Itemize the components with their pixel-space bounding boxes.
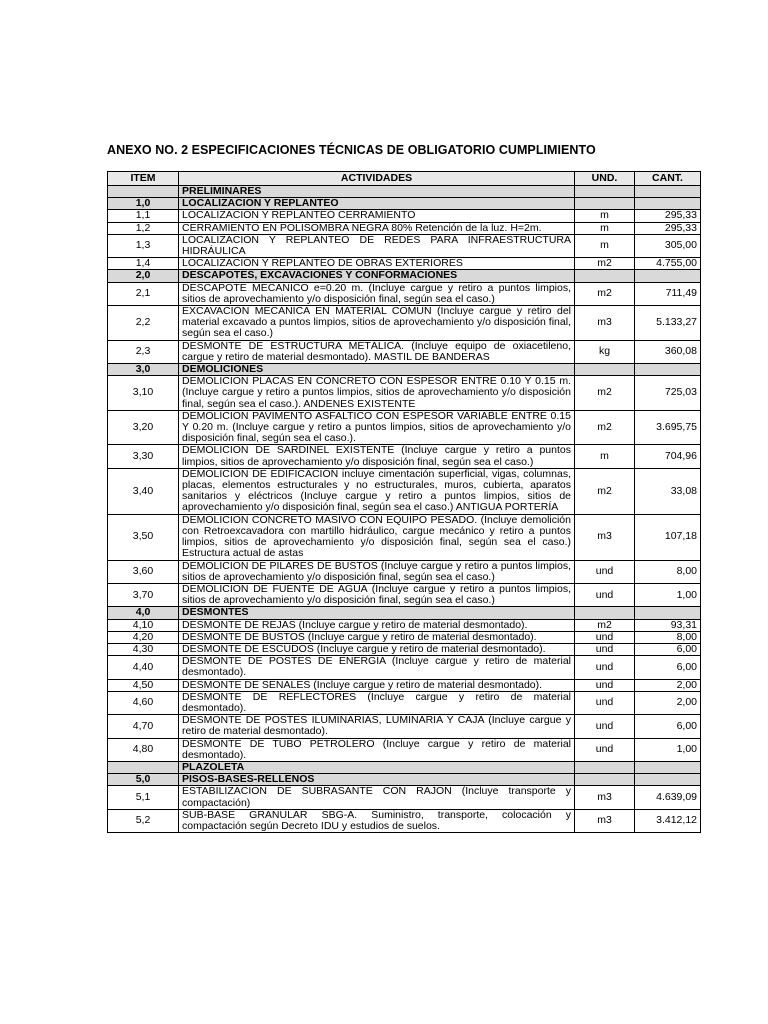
table-row xyxy=(108,234,701,257)
table-row xyxy=(108,514,701,560)
quantity-cell: 4.639,09 xyxy=(635,786,701,809)
description-cell: DEMOLICION DE SARDINEL EXISTENTE (Incluye cargue y retiro a puntos limpios, sitios de aprovechamiento y/o disposición final, según sea el caso.) xyxy=(179,445,575,468)
description-cell: DEMOLICION CONCRETO MASIVO CON EQUIPO PESADO. (Incluye demolición con Retroexcavadora con martillo hidráulico, cargue mecánico y retiro a puntos limpios, sitios de aprovechamiento y/o disposición final, según sea el caso.) Estructura actual de astas xyxy=(179,514,575,560)
table-row xyxy=(108,679,701,691)
item-cell: 3,50 xyxy=(108,514,179,560)
document-title: ANEXO NO. 2 ESPECIFICACIONES TÉCNICAS DE OBLIGATORIO CUMPLIMIENTO xyxy=(107,143,596,157)
item-cell: 3,60 xyxy=(108,560,179,583)
header-item: ITEM xyxy=(108,172,179,186)
table-header-row xyxy=(108,172,701,186)
quantity-cell: 4.755,00 xyxy=(635,258,701,270)
description-cell: CERRAMIENTO EN POLISOMBRA NEGRA 80% Retención de la luz. H=2m. xyxy=(179,222,575,234)
quantity-cell: 3.695,75 xyxy=(635,410,701,445)
unit-cell: m3 xyxy=(575,306,635,341)
description-cell: DEMOLICION PLACAS EN CONCRETO CON ESPESOR ENTRE 0.10 Y 0.15 m. (Incluye cargue y retiro a puntos limpios, sitios de aprovechamiento y/o disposición final, según sea el caso.). ANDENES EXISTENTE xyxy=(179,376,575,411)
quantity-cell: 5.133,27 xyxy=(635,306,701,341)
unit-cell: und xyxy=(575,679,635,691)
description-cell: DESCAPOTES, EXCAVACIONES Y CONFORMACIONES xyxy=(179,270,575,282)
section-row xyxy=(108,761,701,773)
item-cell: 1,3 xyxy=(108,234,179,257)
unit-cell: m2 xyxy=(575,468,635,514)
table-row xyxy=(108,468,701,514)
item-cell: 4,70 xyxy=(108,715,179,738)
unit-cell: m3 xyxy=(575,514,635,560)
quantity-cell xyxy=(635,270,701,282)
item-cell: 3,70 xyxy=(108,583,179,606)
description-cell: DEMOLICION PAVIMENTO ASFALTICO CON ESPESOR VARIABLE ENTRE 0.15 Y 0.20 m. (Incluye cargue y retiro a puntos limpios, sitios de aprovechamiento y/o disposición final, según sea el caso.). xyxy=(179,410,575,445)
table-row xyxy=(108,631,701,643)
quantity-cell: 107,18 xyxy=(635,514,701,560)
description-cell: DESMONTE DE ESCUDOS (Incluye cargue y retiro de material desmontado). xyxy=(179,643,575,655)
quantity-cell: 305,00 xyxy=(635,234,701,257)
unit-cell: m2 xyxy=(575,619,635,631)
unit-cell: und xyxy=(575,738,635,761)
unit-cell: und xyxy=(575,643,635,655)
item-cell: 4,30 xyxy=(108,643,179,655)
description-cell: PLAZOLETA xyxy=(179,761,575,773)
unit-cell: m xyxy=(575,234,635,257)
quantity-cell xyxy=(635,198,701,210)
table-row xyxy=(108,643,701,655)
item-cell xyxy=(108,761,179,773)
quantity-cell xyxy=(635,607,701,619)
unit-cell xyxy=(575,607,635,619)
description-cell: DESMONTE DE ESTRUCTURA METÁLICA. (Incluye equipo de oxiacetileno, cargue y retiro de material desmontado). MASTIL DE BANDERAS xyxy=(179,340,575,363)
table-row xyxy=(108,306,701,341)
description-cell: SUB-BASE GRANULAR SBG-A. Suministro, transporte, colocación y compactación según Decreto IDU y estudios de suelos. xyxy=(179,809,575,832)
description-cell: DESMONTE DE SEÑALES (Incluye cargue y retiro de material desmontado). xyxy=(179,679,575,691)
item-cell: 2,0 xyxy=(108,270,179,282)
table-row xyxy=(108,410,701,445)
item-cell: 4,80 xyxy=(108,738,179,761)
quantity-cell: 360,08 xyxy=(635,340,701,363)
description-cell: LOCALIZACION Y REPLANTEO xyxy=(179,198,575,210)
unit-cell: m2 xyxy=(575,282,635,305)
unit-cell: und xyxy=(575,560,635,583)
table-row xyxy=(108,445,701,468)
quantity-cell: 6,00 xyxy=(635,715,701,738)
description-cell: PISOS-BASES-RELLENOS xyxy=(179,774,575,786)
quantity-cell: 6,00 xyxy=(635,643,701,655)
unit-cell xyxy=(575,774,635,786)
section-row xyxy=(108,774,701,786)
table-row xyxy=(108,340,701,363)
description-cell: LOCALIZACIÓN Y REPLANTEO DE OBRAS EXTERIORES xyxy=(179,258,575,270)
description-cell: DEMOLICIÓN DE EDIFICACIÓN incluye cimentación superficial, vigas, columnas, placas, elementos estructurales y no estructurales, muros, cubierta, aparatos sanitarios y eléctricos (Incluye cargue y retiro a puntos limpios, sitios de aprovechamiento y/o disposición final, según sea el caso.) ANTIGUA PORTERÍA xyxy=(179,468,575,514)
section-row xyxy=(108,364,701,376)
quantity-cell: 711,49 xyxy=(635,282,701,305)
header-und: UND. xyxy=(575,172,635,186)
table-row xyxy=(108,258,701,270)
table-row xyxy=(108,222,701,234)
item-cell: 3,10 xyxy=(108,376,179,411)
unit-cell: und xyxy=(575,631,635,643)
description-cell: DEMOLICION DE FUENTE DE AGUA (Incluye cargue y retiro a puntos limpios, sitios de aprovechamiento y/o disposición final, según sea el caso.) xyxy=(179,583,575,606)
unit-cell: kg xyxy=(575,340,635,363)
quantity-cell: 8,00 xyxy=(635,560,701,583)
section-row xyxy=(108,186,701,198)
unit-cell: m2 xyxy=(575,376,635,411)
table-row xyxy=(108,560,701,583)
table-row xyxy=(108,715,701,738)
quantity-cell: 2,00 xyxy=(635,691,701,714)
item-cell: 4,60 xyxy=(108,691,179,714)
quantity-cell xyxy=(635,186,701,198)
item-cell: 3,0 xyxy=(108,364,179,376)
table-row xyxy=(108,210,701,222)
unit-cell: und xyxy=(575,583,635,606)
unit-cell xyxy=(575,364,635,376)
description-cell: DEMOLICION DE PILARES DE BUSTOS (Incluye cargue y retiro a puntos limpios, sitios de aprovechamiento y/o disposición final, según sea el caso.) xyxy=(179,560,575,583)
description-cell: EXCAVACION MECANICA EN MATERIAL COMUN (Incluye cargue y retiro del material excavado a puntos limpios, sitios de aprovechamiento y/o disposición final, según sea el caso.) xyxy=(179,306,575,341)
description-cell: LOCALIZACIÓN Y REPLANTEO CERRAMIENTO xyxy=(179,210,575,222)
description-cell: PRELIMINARES xyxy=(179,186,575,198)
quantity-cell xyxy=(635,774,701,786)
table-row xyxy=(108,619,701,631)
quantity-cell: 2,00 xyxy=(635,679,701,691)
item-cell: 4,0 xyxy=(108,607,179,619)
section-row xyxy=(108,607,701,619)
quantity-cell: 1,00 xyxy=(635,583,701,606)
item-cell: 2,2 xyxy=(108,306,179,341)
table-row xyxy=(108,786,701,809)
unit-cell: m2 xyxy=(575,410,635,445)
quantity-cell: 704,96 xyxy=(635,445,701,468)
quantity-cell: 725,03 xyxy=(635,376,701,411)
item-cell: 5,2 xyxy=(108,809,179,832)
unit-cell: und xyxy=(575,656,635,679)
item-cell: 2,3 xyxy=(108,340,179,363)
table-row xyxy=(108,691,701,714)
item-cell xyxy=(108,186,179,198)
table-body xyxy=(108,186,701,833)
unit-cell xyxy=(575,186,635,198)
unit-cell: m3 xyxy=(575,809,635,832)
quantity-cell: 6,00 xyxy=(635,656,701,679)
item-cell: 1,1 xyxy=(108,210,179,222)
item-cell: 5,0 xyxy=(108,774,179,786)
description-cell: DESCAPOTE MECANICO e=0.20 m. (Incluye cargue y retiro a puntos limpios, sitios de aprovechamiento y/o disposición final, según sea el caso.) xyxy=(179,282,575,305)
item-cell: 1,2 xyxy=(108,222,179,234)
item-cell: 1,0 xyxy=(108,198,179,210)
item-cell: 4,10 xyxy=(108,619,179,631)
description-cell: DESMONTE DE POSTES DE ENERGIA (Incluye cargue y retiro de material desmontado). xyxy=(179,656,575,679)
item-cell: 2,1 xyxy=(108,282,179,305)
description-cell: LOCALIZACION Y REPLANTEO DE REDES PARA INFRAESTRUCTURA HIDRÁULICA xyxy=(179,234,575,257)
unit-cell: m xyxy=(575,445,635,468)
unit-cell xyxy=(575,198,635,210)
description-cell: DEMOLICIONES xyxy=(179,364,575,376)
description-cell: DESMONTE DE REFLECTORES (Incluye cargue y retiro de material desmontado). xyxy=(179,691,575,714)
unit-cell: m2 xyxy=(575,258,635,270)
unit-cell xyxy=(575,270,635,282)
description-cell: DESMONTES xyxy=(179,607,575,619)
quantity-cell xyxy=(635,761,701,773)
quantity-cell: 93,31 xyxy=(635,619,701,631)
unit-cell: und xyxy=(575,715,635,738)
item-cell: 3,20 xyxy=(108,410,179,445)
table-row xyxy=(108,376,701,411)
description-cell: ESTABILIZACION DE SUBRASANTE CON RAJON (Incluye transporte y compactación) xyxy=(179,786,575,809)
item-cell: 5,1 xyxy=(108,786,179,809)
item-cell: 4,20 xyxy=(108,631,179,643)
quantity-cell: 33,08 xyxy=(635,468,701,514)
quantity-cell: 295,33 xyxy=(635,222,701,234)
item-cell: 3,40 xyxy=(108,468,179,514)
table-row xyxy=(108,738,701,761)
description-cell: DESMONTE DE POSTES ILUMINARIAS, LUMINARIA Y CAJA (Incluye cargue y retiro de material desmontado). xyxy=(179,715,575,738)
table-row xyxy=(108,282,701,305)
unit-cell: m3 xyxy=(575,786,635,809)
quantity-cell: 295,33 xyxy=(635,210,701,222)
quantity-cell: 3.412,12 xyxy=(635,809,701,832)
unit-cell: m xyxy=(575,222,635,234)
header-cant: CANT. xyxy=(635,172,701,186)
unit-cell: m xyxy=(575,210,635,222)
item-cell: 3,30 xyxy=(108,445,179,468)
table-row xyxy=(108,656,701,679)
description-cell: DESMONTE DE BUSTOS (Incluye cargue y retiro de material desmontado). xyxy=(179,631,575,643)
item-cell: 1,4 xyxy=(108,258,179,270)
description-cell: DESMONTE DE REJAS (Incluye cargue y retiro de material desmontado). xyxy=(179,619,575,631)
section-row xyxy=(108,270,701,282)
quantity-cell: 1,00 xyxy=(635,738,701,761)
unit-cell: und xyxy=(575,691,635,714)
table-row xyxy=(108,809,701,832)
unit-cell xyxy=(575,761,635,773)
specifications-table xyxy=(107,171,701,833)
description-cell: DESMONTE DE TUBO PETROLERO (Incluye cargue y retiro de material desmontado). xyxy=(179,738,575,761)
header-actividades: ACTIVIDADES xyxy=(179,172,575,186)
quantity-cell: 8,00 xyxy=(635,631,701,643)
quantity-cell xyxy=(635,364,701,376)
item-cell: 4,50 xyxy=(108,679,179,691)
table-row xyxy=(108,583,701,606)
item-cell: 4,40 xyxy=(108,656,179,679)
